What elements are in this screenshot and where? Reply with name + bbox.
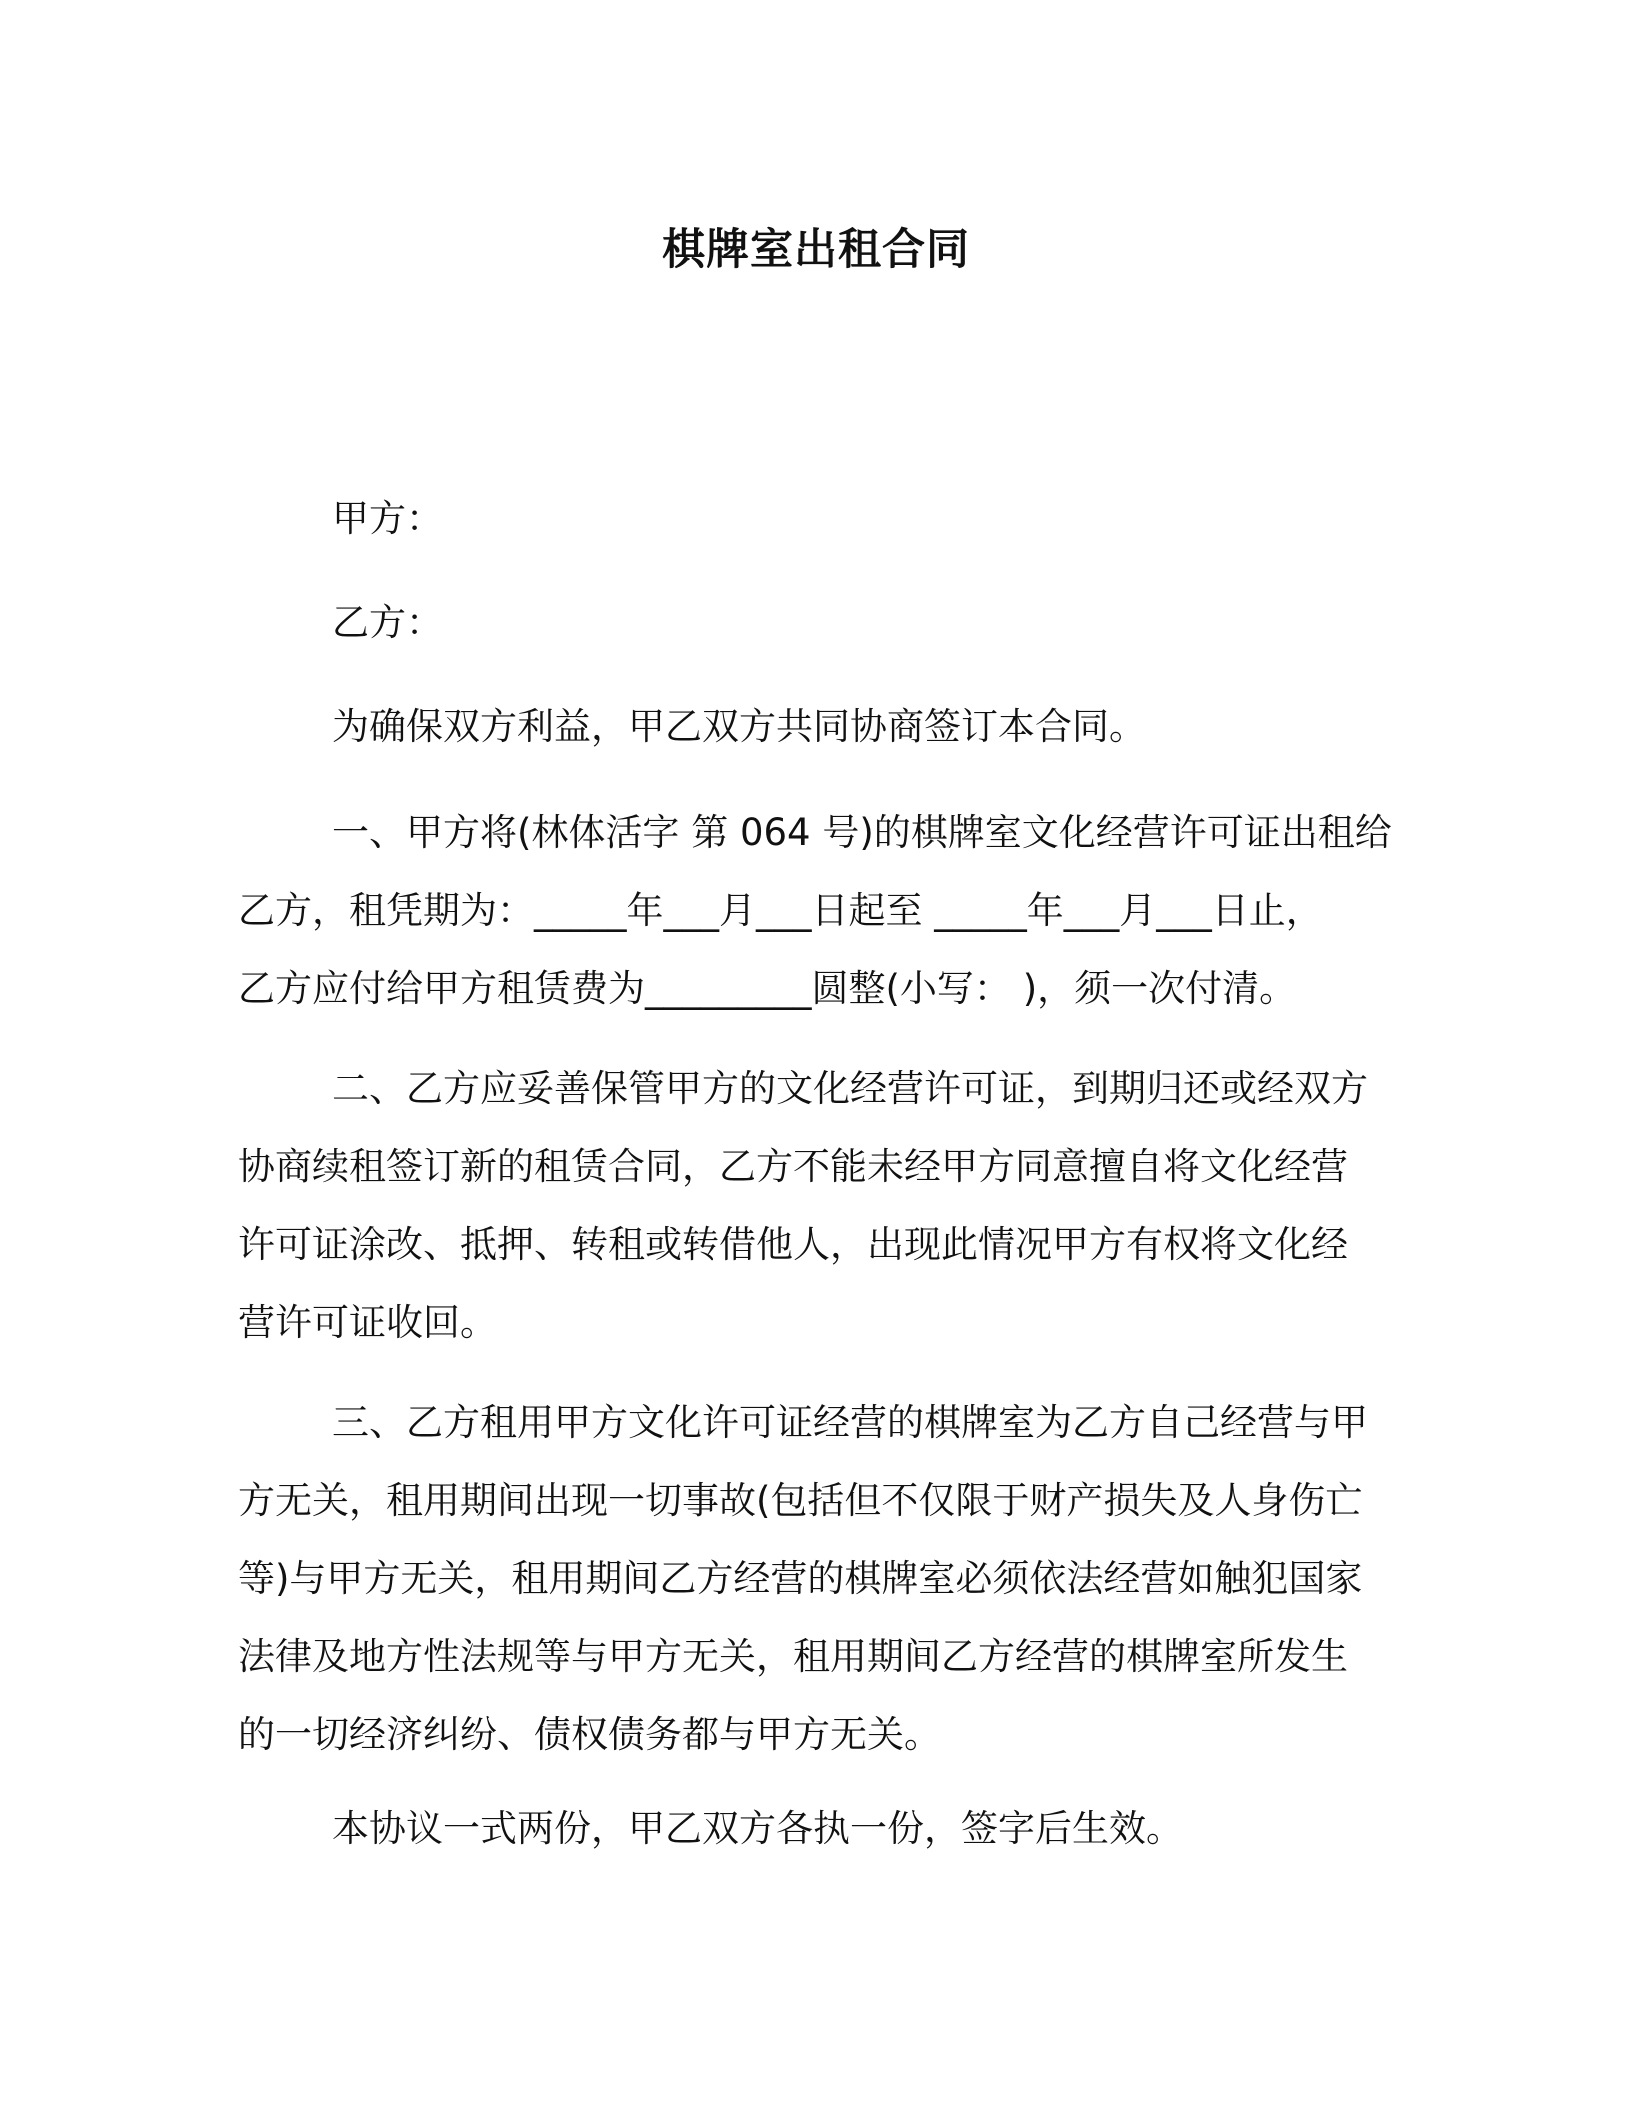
clause-2-line: 营许可证收回。 (238, 1301, 497, 1344)
clause-2-line: 许可证涂改、抵押、转租或转借他人，出现此情况甲方有权将文化经 (238, 1223, 1348, 1266)
closing-paragraph: 本协议一式两份，甲乙双方各执一份，签字后生效。 (332, 1807, 1183, 1850)
clause-3-line: 三、乙方租用甲方文化许可证经营的棋牌室为乙方自己经营与甲 (332, 1401, 1368, 1444)
party-a-label: 甲方： (332, 497, 443, 540)
clause-2-line: 二、乙方应妥善保管甲方的文化经营许可证，到期归还或经双方 (332, 1067, 1368, 1110)
clause-3-line: 法律及地方性法规等与甲方无关，租用期间乙方经营的棋牌室所发生 (238, 1635, 1348, 1678)
clause-3-line: 的一切经济纠纷、债权债务都与甲方无关。 (238, 1713, 941, 1756)
clause-1-line: 乙方，租凭期为：_____年___月___日起至 _____年___月___日止， (238, 889, 1323, 932)
document-title: 棋牌室出租合同 (662, 225, 970, 275)
intro-paragraph: 为确保双方利益，甲乙双方共同协商签订本合同。 (332, 705, 1146, 748)
party-b-label: 乙方： (332, 601, 443, 644)
clause-1 (238, 794, 1398, 1028)
clause-3 (238, 1384, 1398, 1774)
clause-2-line: 协商续租签订新的租赁合同，乙方不能未经甲方同意擅自将文化经营 (238, 1145, 1348, 1188)
clause-3-line: 方无关，租用期间出现一切事故(包括但不仅限于财产损失及人身伤亡 (238, 1479, 1363, 1522)
clause-1-line: 一、甲方将(林体活字 第 064 号)的棋牌室文化经营许可证出租给 (332, 811, 1392, 854)
clause-2 (238, 1050, 1398, 1362)
clause-1-line: 乙方应付给甲方租赁费为_________圆整(小写： )，须一次付清。 (238, 967, 1297, 1010)
clause-3-line: 等)与甲方无关，租用期间乙方经营的棋牌室必须依法经营如触犯国家 (238, 1557, 1363, 1600)
